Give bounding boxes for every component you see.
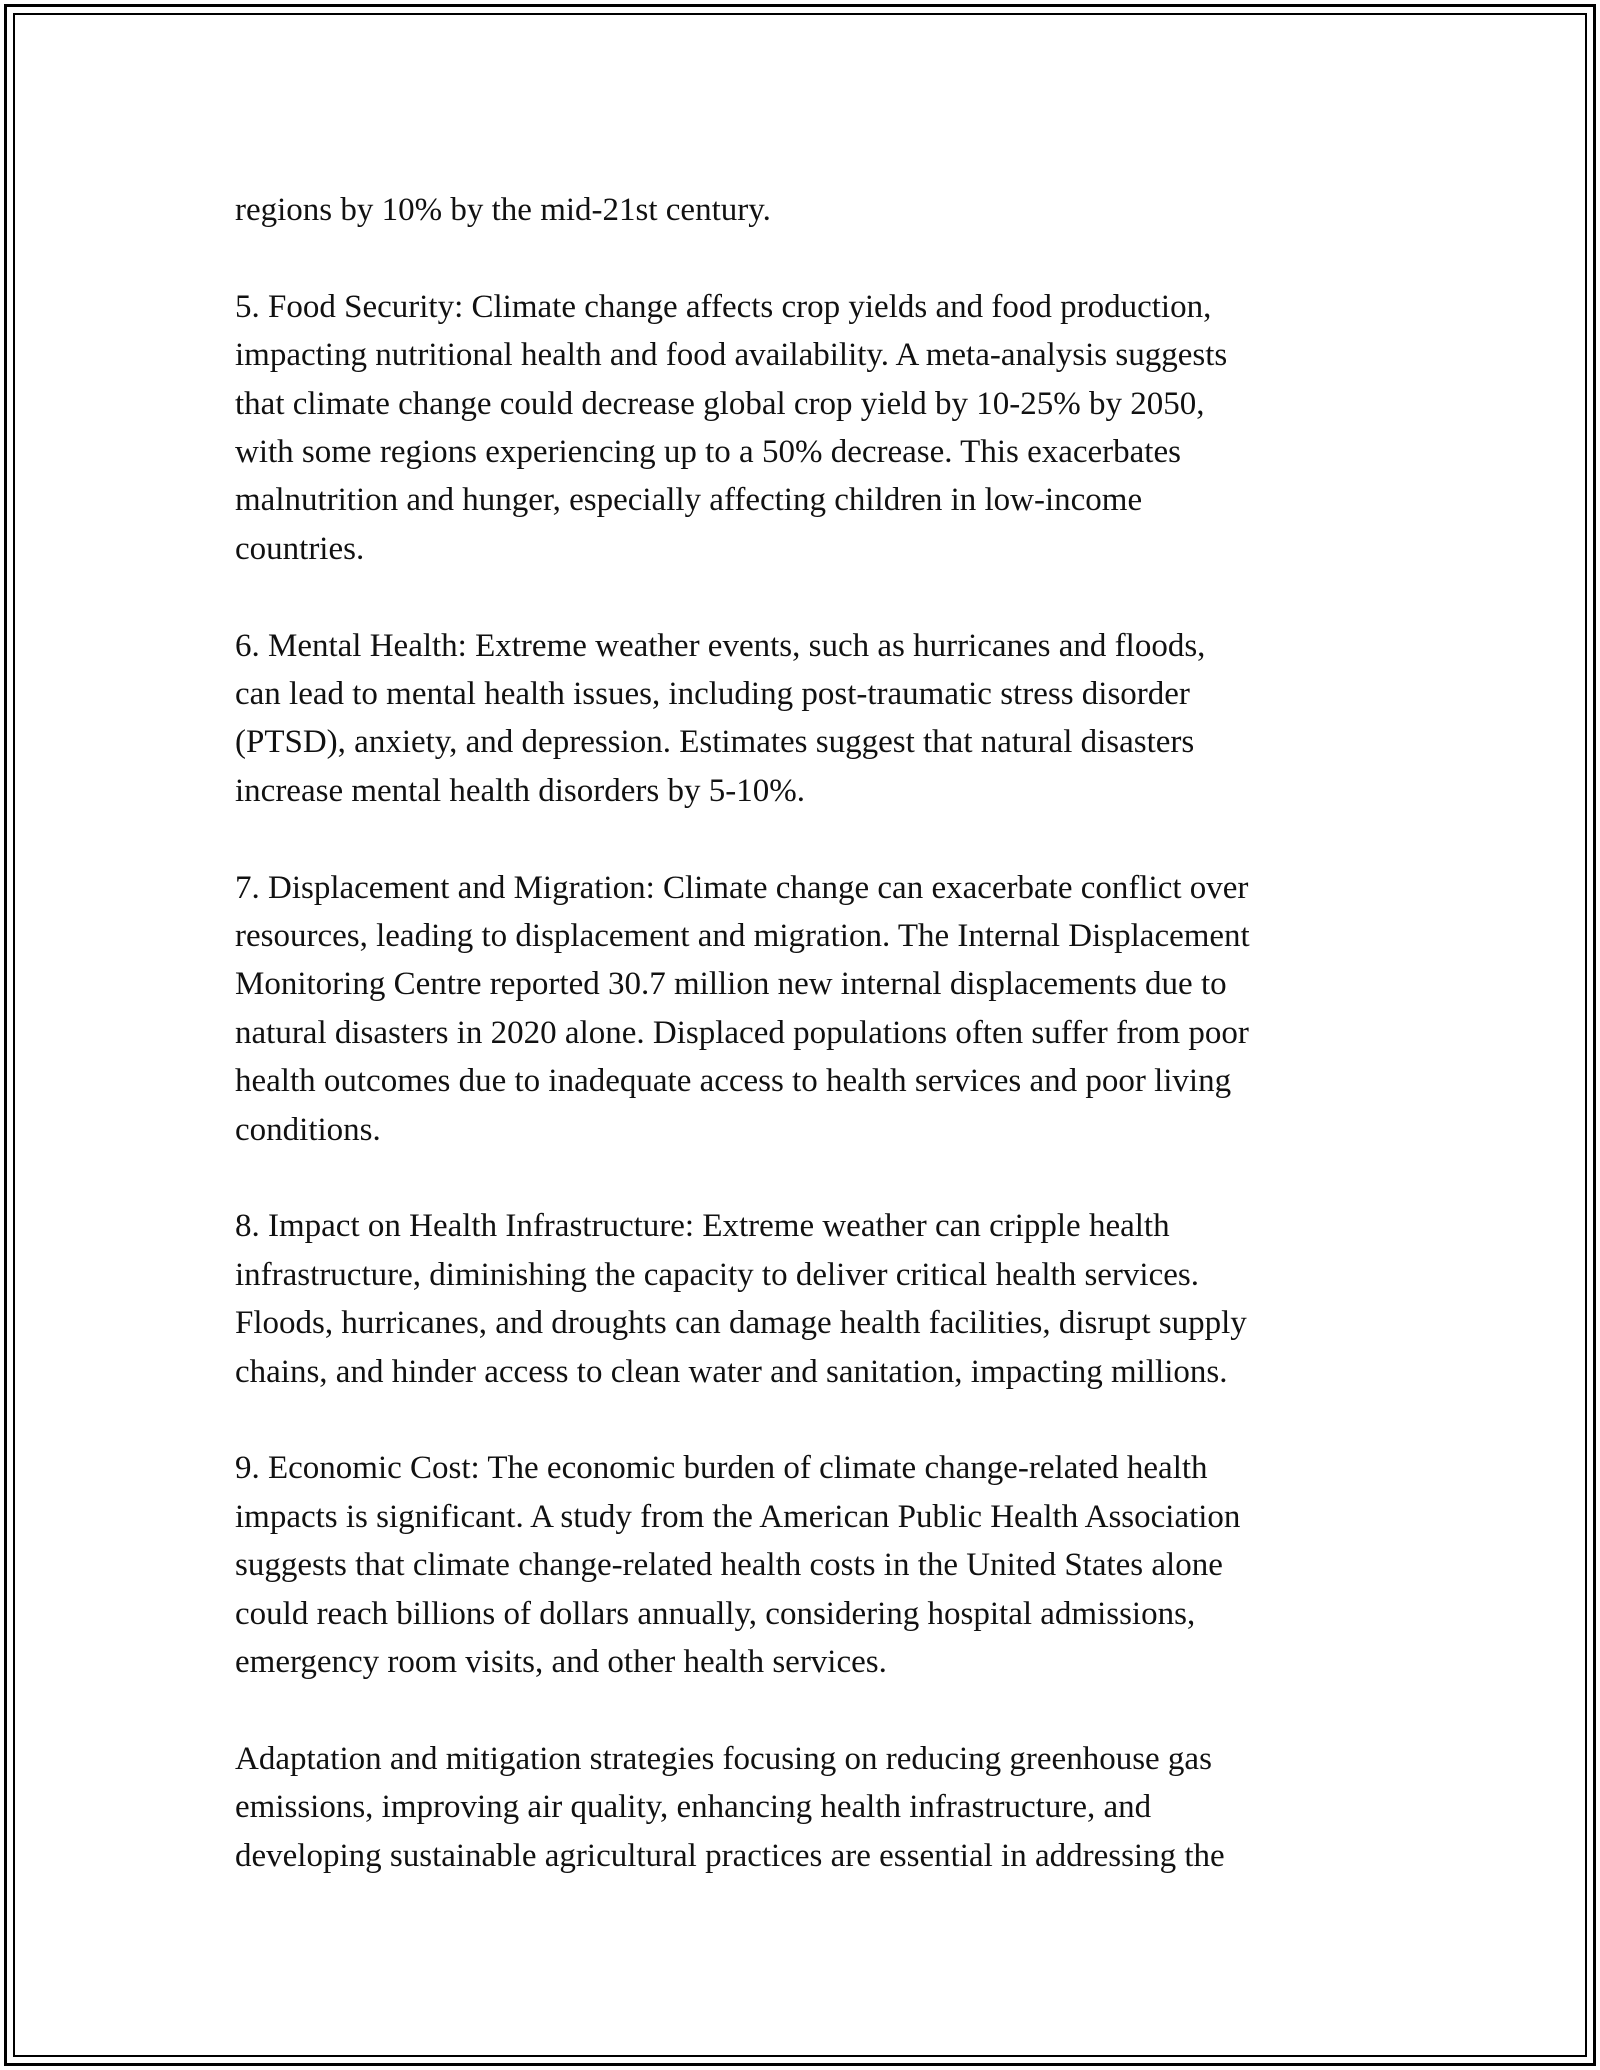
paragraph-regions-continuation: regions by 10% by the mid-21st century. — [235, 192, 771, 228]
document-body — [235, 186, 1405, 1929]
paragraph-displacement-migration: 7. Displacement and Migration: Climate change can exacerbate conflict over resources, leading to displacement and migration. The Internal Displacement Monitoring Centre reported 30.7 million new internal displacements due to natural disasters in 2020 alone. Displaced populations often suffer from poor health outcomes due to inadequate access to health services and poor living conditions. — [235, 869, 1250, 1148]
paragraph-adaptation-mitigation: Adaptation and mitigation strategies focusing on reducing greenhouse gas emissions, improving air quality, enhancing health infrastructure, and developing sustainable agricultural practices are essential in addressing the — [235, 1740, 1225, 1874]
paragraph-mental-health: 6. Mental Health: Extreme weather events, such as hurricanes and floods, can lead to mental health issues, including post-traumatic stress disorder (PTSD), anxiety, and depression. Estimates suggest that natural disasters increase mental health disorders by 5-10%. — [235, 627, 1206, 809]
paragraph-health-infrastructure: 8. Impact on Health Infrastructure: Extreme weather can cripple health infrastructure, diminishing the capacity to deliver critical health services. Floods, hurricanes, and droughts can damage health facilities, disrupt supply chains, and hinder access to clean water and sanitation, impacting millions. — [235, 1208, 1247, 1390]
paragraph-food-security: 5. Food Security: Climate change affects crop yields and food production, impacting nutritional health and food availability. A meta-analysis suggests that climate change could decrease global crop yield by 10-25% by 2050, with some regions experiencing up to a 50% decrease. This exacerbates malnutrition and hunger, especially affecting children in low-income countries. — [235, 288, 1228, 567]
paragraph-economic-cost: 9. Economic Cost: The economic burden of climate change-related health impacts is significant. A study from the American Public Health Association suggests that climate change-related health costs in the United States alone could reach billions of dollars annually, considering hospital admissions, emergency room visits, and other health services. — [235, 1450, 1241, 1681]
